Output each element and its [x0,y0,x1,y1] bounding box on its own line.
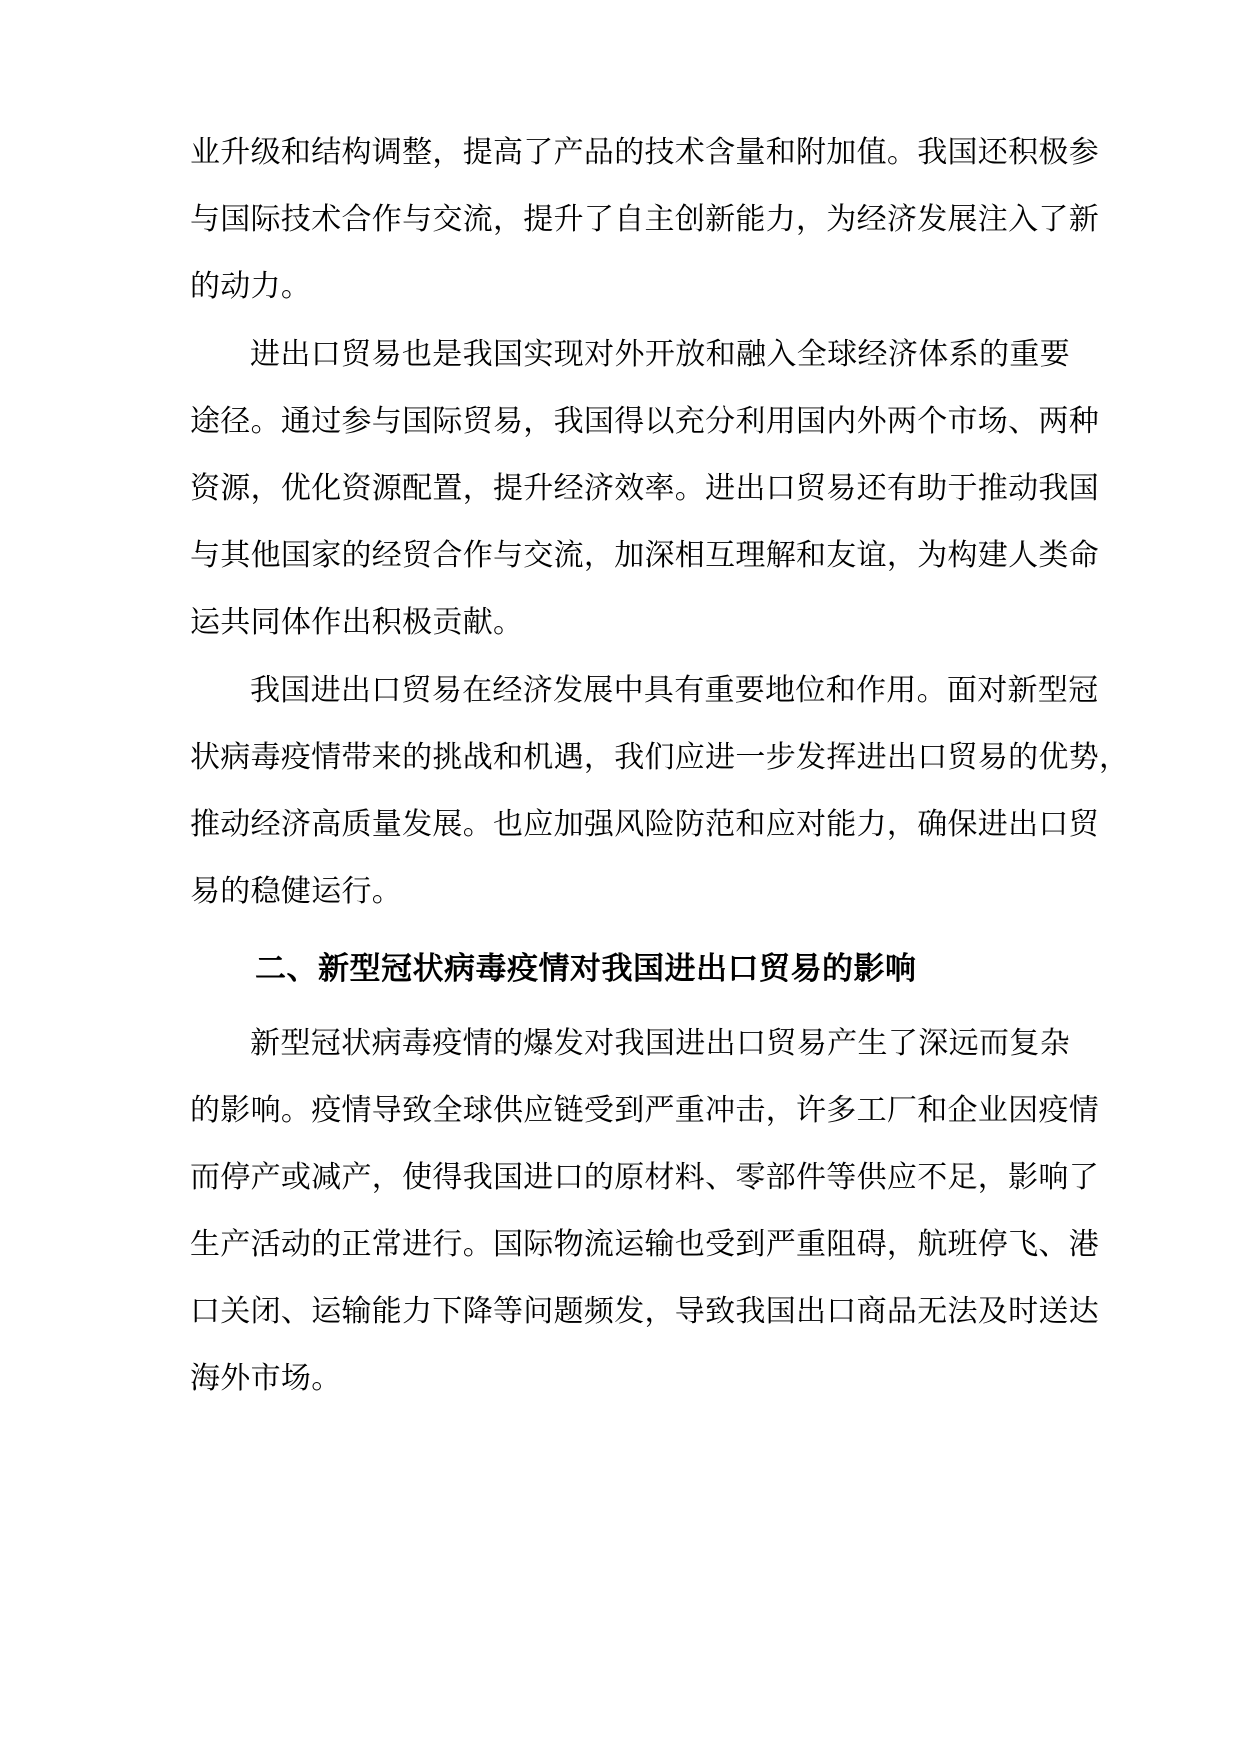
text-line: 的动力。 [190,269,312,304]
text-line: 与国际技术合作与交流，提升了自主创新能力，为经济发展注入了新 [190,202,1099,237]
text-line: 运共同体作出积极贡献。 [190,605,524,640]
text-line: 途径。通过参与国际贸易，我国得以充分利用国内外两个市场、两种 [190,404,1099,439]
text-line: 推动经济高质量发展。也应加强风险防范和应对能力，确保进出口贸 [190,807,1099,842]
text-line: 生产活动的正常进行。国际物流运输也受到严重阻碍，航班停飞、港 [190,1227,1099,1262]
text-line: 进出口贸易也是我国实现对外开放和融入全球经济体系的重要 [250,337,1070,372]
text-line: 状病毒疫情带来的挑战和机遇，我们应进一步发挥进出口贸易的优势， [190,740,1130,775]
text-line: 易的稳健运行。 [190,874,403,909]
text-line: 与其他国家的经贸合作与交流，加深相互理解和友谊，为构建人类命 [190,538,1099,573]
text-line: 的影响。疫情导致全球供应链受到严重冲击，许多工厂和企业因疫情 [190,1093,1099,1128]
text-line: 海外市场。 [190,1361,342,1396]
text-line: 我国进出口贸易在经济发展中具有重要地位和作用。面对新型冠 [250,673,1099,708]
text-line: 业升级和结构调整，提高了产品的技术含量和附加值。我国还积极参 [190,135,1099,170]
text-line: 新型冠状病毒疫情的爆发对我国进出口贸易产生了深远而复杂 [250,1026,1070,1061]
section-heading: 二、新型冠状病毒疫情对我国进出口贸易的影响 [255,951,917,987]
text-line: 口关闭、运输能力下降等问题频发，导致我国出口商品无法及时送达 [190,1294,1099,1329]
text-line: 资源，优化资源配置，提升经济效率。进出口贸易还有助于推动我国 [190,471,1099,506]
text-line: 而停产或减产，使得我国进口的原材料、零部件等供应不足，影响了 [190,1160,1099,1195]
